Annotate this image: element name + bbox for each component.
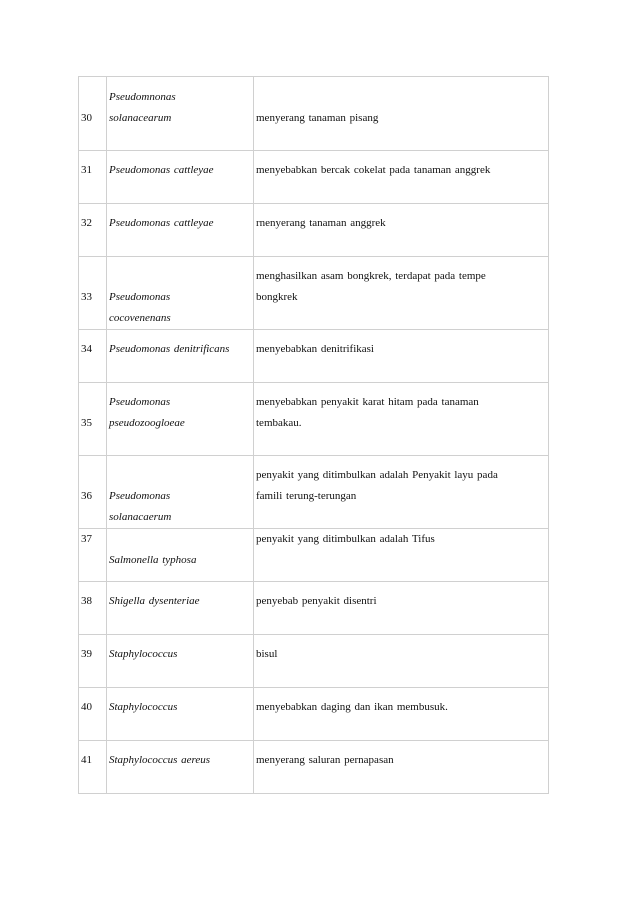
description-line: menyebabkan penyakit karat hitam pada tanaman bbox=[256, 396, 479, 408]
row-number-cell bbox=[79, 582, 107, 635]
row-number: 31 bbox=[81, 164, 92, 176]
organism-cell bbox=[107, 151, 254, 204]
organism-cell bbox=[107, 635, 254, 688]
row-number-cell bbox=[79, 635, 107, 688]
description-line: menyerang tanaman pisang bbox=[256, 112, 379, 124]
organism-name-line: Pseudomnonas bbox=[109, 91, 176, 103]
row-number-cell bbox=[79, 741, 107, 794]
organism-cell bbox=[107, 330, 254, 383]
description-cell bbox=[254, 741, 549, 794]
description-cell bbox=[254, 529, 549, 582]
organism-name-line: Staphylococcus bbox=[109, 648, 178, 660]
description-line: bisul bbox=[256, 648, 278, 660]
organism-name-line: solanacaerum bbox=[109, 511, 172, 523]
table-row bbox=[79, 635, 549, 688]
row-number-cell bbox=[79, 456, 107, 529]
organism-name-line: Salmonella typhosa bbox=[109, 554, 197, 566]
description-cell bbox=[254, 330, 549, 383]
organism-name-line: Staphylococcus aereus bbox=[109, 754, 211, 766]
organism-name-line: solanacearum bbox=[109, 112, 172, 124]
row-number: 39 bbox=[81, 648, 92, 660]
row-number: 37 bbox=[81, 533, 92, 545]
description-cell bbox=[254, 204, 549, 257]
table-row bbox=[79, 383, 549, 456]
organism-name-line: Pseudomonas denitrificans bbox=[109, 343, 230, 355]
description-line: penyebab penyakit disentri bbox=[256, 595, 377, 607]
row-number: 38 bbox=[81, 595, 92, 607]
row-number-cell bbox=[79, 204, 107, 257]
organism-cell bbox=[107, 77, 254, 151]
description-cell bbox=[254, 383, 549, 456]
row-number: 33 bbox=[81, 291, 92, 303]
description-cell bbox=[254, 151, 549, 204]
organism-name-line: cocovenenans bbox=[109, 312, 171, 324]
row-number-cell bbox=[79, 151, 107, 204]
organism-name-line: Shigella dysenteriae bbox=[109, 595, 200, 607]
row-number-cell bbox=[79, 330, 107, 383]
description-line: penyakit yang ditimbulkan adalah Penyakit layu pada bbox=[256, 469, 498, 481]
row-number: 30 bbox=[81, 112, 92, 124]
table-row bbox=[79, 151, 549, 204]
table-row bbox=[79, 77, 549, 151]
row-number: 32 bbox=[81, 217, 92, 229]
organism-name-line: Pseudomonas bbox=[109, 490, 171, 502]
table-row bbox=[79, 688, 549, 741]
description-line: penyakit yang ditimbulkan adalah Tifus bbox=[256, 533, 435, 545]
description-line: menyebabkan daging dan ikan membusuk. bbox=[256, 701, 448, 713]
description-cell bbox=[254, 582, 549, 635]
row-number-cell bbox=[79, 257, 107, 330]
description-line: famili terung-terungan bbox=[256, 490, 357, 502]
description-line: tembakau. bbox=[256, 417, 302, 429]
row-number-cell bbox=[79, 77, 107, 151]
table-row bbox=[79, 330, 549, 383]
description-line: bongkrek bbox=[256, 291, 298, 303]
bacteria-table bbox=[78, 76, 549, 794]
description-line: menyebabkan bercak cokelat pada tanaman anggrek bbox=[256, 164, 491, 176]
table-row bbox=[79, 204, 549, 257]
organism-name-line: Pseudomonas cattleyae bbox=[109, 217, 214, 229]
organism-cell bbox=[107, 383, 254, 456]
organism-name-line: pseudozoogloeae bbox=[109, 417, 185, 429]
description-cell bbox=[254, 257, 549, 330]
description-cell bbox=[254, 635, 549, 688]
organism-name-line: Pseudomonas cattleyae bbox=[109, 164, 214, 176]
table-row bbox=[79, 529, 549, 582]
description-line: menghasilkan asam bongkrek, terdapat pada tempe bbox=[256, 270, 486, 282]
row-number-cell bbox=[79, 529, 107, 582]
organism-cell bbox=[107, 688, 254, 741]
organism-cell bbox=[107, 582, 254, 635]
table-row bbox=[79, 582, 549, 635]
description-cell bbox=[254, 688, 549, 741]
row-number: 41 bbox=[81, 754, 92, 766]
organism-cell bbox=[107, 529, 254, 582]
organism-cell bbox=[107, 204, 254, 257]
organism-cell bbox=[107, 741, 254, 794]
row-number: 36 bbox=[81, 490, 92, 502]
row-number-cell bbox=[79, 688, 107, 741]
organism-name-line: Pseudomonas bbox=[109, 291, 171, 303]
row-number: 34 bbox=[81, 343, 92, 355]
organism-cell bbox=[107, 456, 254, 529]
organism-name-line: Staphylococcus bbox=[109, 701, 178, 713]
description-line: menyerang saluran pernapasan bbox=[256, 754, 394, 766]
row-number: 35 bbox=[81, 417, 92, 429]
organism-name-line: Pseudomonas bbox=[109, 396, 171, 408]
row-number: 40 bbox=[81, 701, 92, 713]
description-cell bbox=[254, 77, 549, 151]
row-number-cell bbox=[79, 383, 107, 456]
table-row bbox=[79, 456, 549, 529]
description-line: menyebabkan denitrifikasi bbox=[256, 343, 374, 355]
description-cell bbox=[254, 456, 549, 529]
organism-cell bbox=[107, 257, 254, 330]
table-row bbox=[79, 741, 549, 794]
table-row bbox=[79, 257, 549, 330]
description-line: rnenyerang tanaman anggrek bbox=[256, 217, 386, 229]
